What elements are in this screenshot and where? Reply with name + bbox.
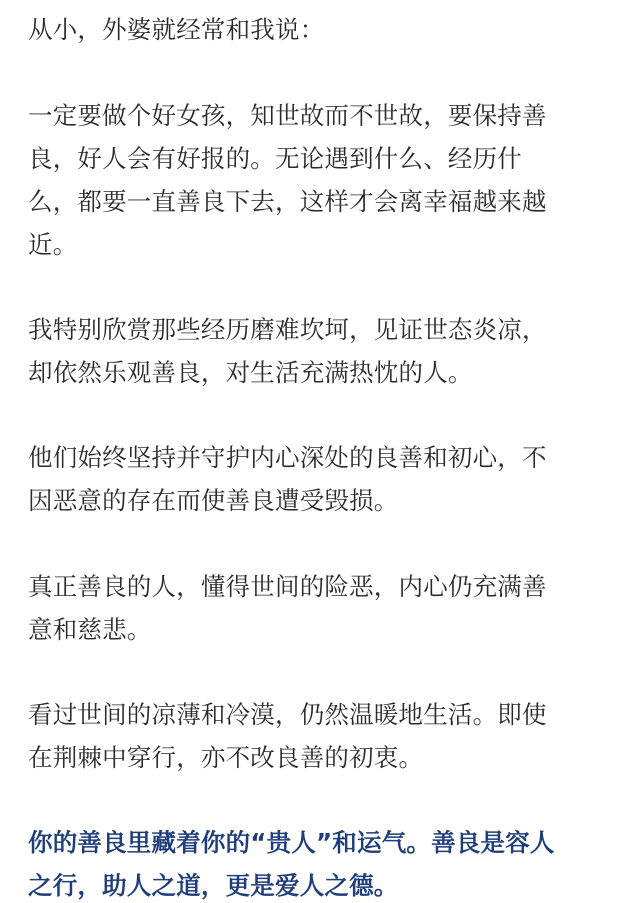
paragraph-line: 看过世间的凉薄和冷漠，仍然温暖地生活。即使 xyxy=(28,700,547,729)
paragraph-line: 从小，外婆就经常和我说： xyxy=(28,15,325,44)
paragraph-line: 在荆棘中穿行，亦不改良善的初衷。 xyxy=(28,743,424,772)
paragraph-line: 我特别欣赏那些经历磨难坎坷，见证世态炎凉， xyxy=(28,315,547,344)
paragraph-line: 么，都要一直善良下去，这样才会离幸福越来越 xyxy=(28,187,547,216)
paragraph-line: 一定要做个好女孩，知世故而不世故，要保持善 xyxy=(28,101,547,130)
paragraph-line: 真正善良的人，懂得世间的险恶，内心仍充满善 xyxy=(28,572,547,601)
paragraph-line: 近。 xyxy=(28,230,78,259)
emphasis-line: 你的善良里藏着你的“贵人”和运气。善良是容人 xyxy=(28,828,555,857)
emphasis-line: 之行，助人之道，更是爱人之德。 xyxy=(28,871,399,900)
paragraph-line: 因恶意的存在而使善良遭受毁损。 xyxy=(28,486,399,515)
paragraph-line: 良，好人会有好报的。无论遇到什么、经历什 xyxy=(28,144,522,173)
paragraph-line: 却依然乐观善良，对生活充满热忱的人。 xyxy=(28,358,473,387)
paragraph-line: 意和慈悲。 xyxy=(28,615,152,644)
paragraph-line: 他们始终坚持并守护内心深处的良善和初心，不 xyxy=(28,443,547,472)
